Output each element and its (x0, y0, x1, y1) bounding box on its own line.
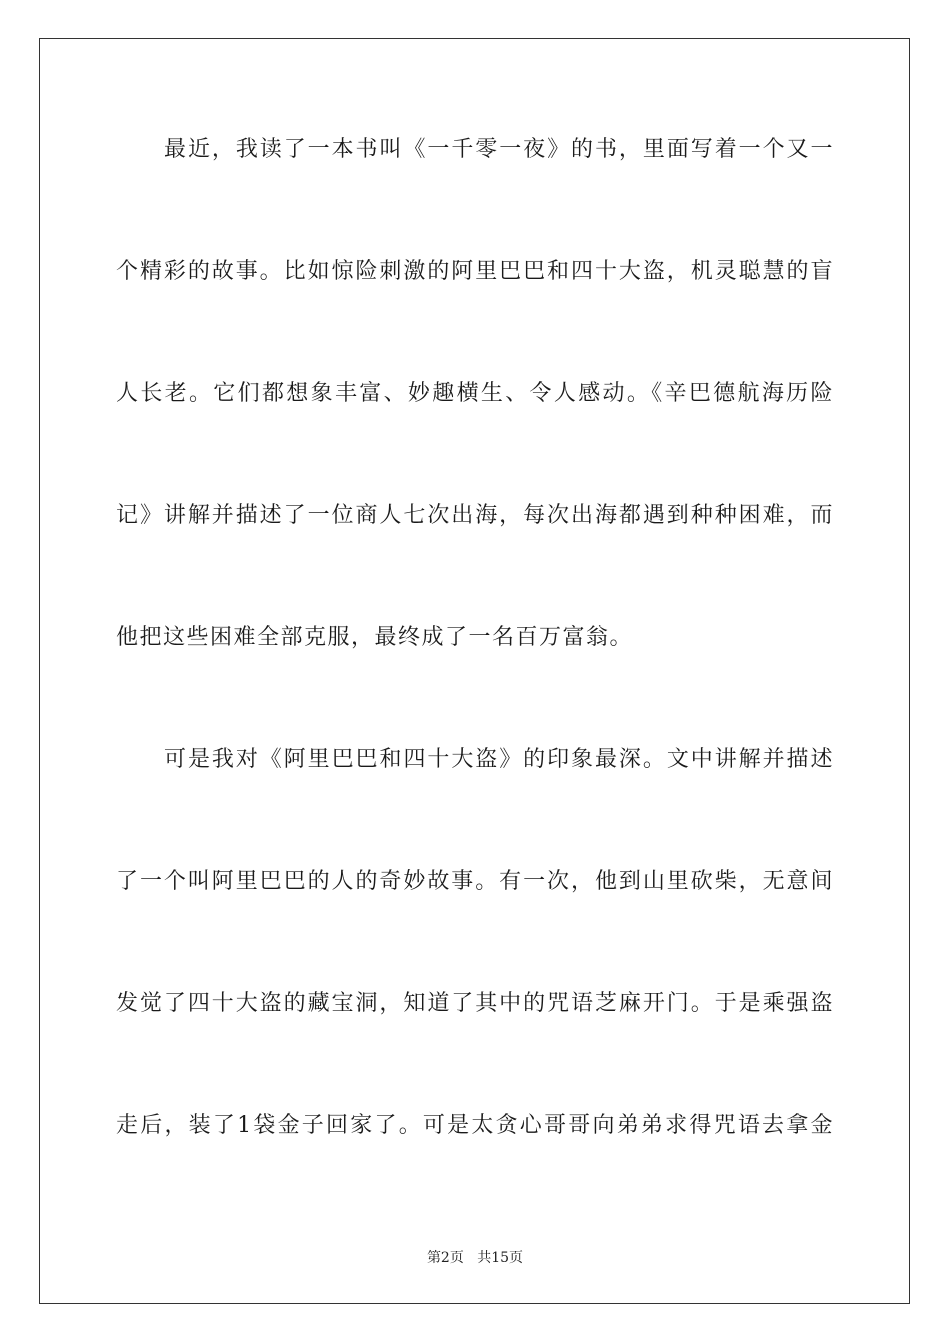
paragraph-1-line-4: 记》讲解并描述了一位商人七次出海，每次出海都遇到种种困难，而 (116, 503, 834, 528)
paragraph-1-line-1: 最近，我读了一本书叫《一千零一夜》的书，里面写着一个又一 (164, 137, 834, 162)
paragraph-1-line-5: 他把这些困难全部克服，最终成了一名百万富翁。 (116, 625, 634, 650)
paragraph-1-line-3: 人长老。它们都想象丰富、妙趣横生、令人感动。《辛巴德航海历险 (116, 381, 834, 406)
paragraph-1-line-2: 个精彩的故事。比如惊险刺激的阿里巴巴和四十大盗，机灵聪慧的盲 (116, 259, 834, 284)
page-number: 第2页 (426, 1250, 464, 1266)
page-footer (0, 1247, 950, 1267)
paragraph-2-line-4: 走后，装了1袋金子回家了。可是太贪心哥哥向弟弟求得咒语去拿金 (116, 1113, 834, 1138)
paragraph-2-line-1: 可是我对《阿里巴巴和四十大盗》的印象最深。文中讲解并描述 (164, 747, 834, 772)
paragraph-2-line-3: 发觉了四十大盗的藏宝洞，知道了其中的咒语芝麻开门。于是乘强盗 (116, 991, 834, 1016)
paragraph-2-line-2: 了一个叫阿里巴巴的人的奇妙故事。有一次，他到山里砍柴，无意间 (116, 869, 834, 894)
page-total: 共15页 (477, 1250, 524, 1266)
document-body (116, 122, 834, 1220)
